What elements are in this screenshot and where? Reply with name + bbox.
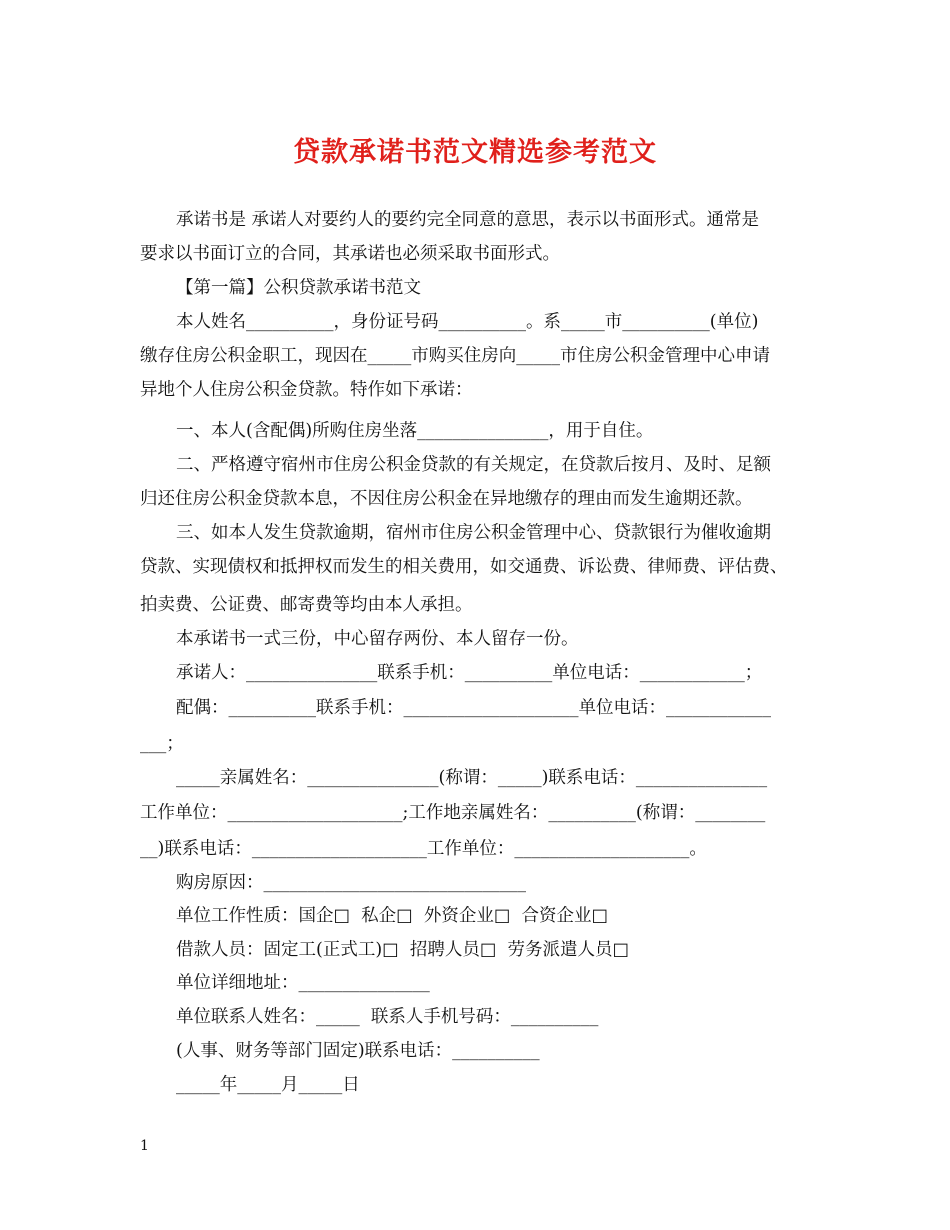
promiser-line: 承诺人：_______________联系手机：__________单位电话：____________； [176, 663, 763, 683]
promise-item-1: 一、本人(含配偶)所购住房坐落_______________，用于自住。 [176, 421, 654, 441]
unit-contact: 单位联系人姓名：_____ 联系人手机号码：__________ [176, 1007, 599, 1027]
promise-item-3-cont: 拍卖费、公证费、邮寄费等均由本人承担。 [140, 595, 473, 615]
spouse-line: 配偶：__________联系手机：____________________单位电话：____________ [176, 698, 771, 718]
promise-item-3-cont: 贷款、实现债权和抵押权而发生的相关费用，如交通费、诉讼费、律师费、评估费、 [140, 557, 788, 577]
paragraph-line: 异地个人住房公积金贷款。特作如下承诺： [140, 380, 473, 400]
copies-note: 本承诺书一式三份，中心留存两份、本人留存一份。 [176, 629, 579, 649]
relative-line-cont: 工作单位：____________________;工作地亲属姓名：__________(称谓：________ [140, 803, 766, 823]
borrower-type: 借款人员：固定工(正式工)□ 招聘人员□ 劳务派遣人员□ [176, 940, 630, 960]
spouse-line-cont: ___； [140, 734, 184, 754]
date-line: _____年_____月_____日 [176, 1075, 360, 1095]
promise-item-2: 二、严格遵守宿州市住房公积金贷款的有关规定，在贷款后按月、及时、足额 [176, 455, 771, 475]
promise-item-2-cont: 归还住房公积金贷款本息，不因住房公积金在异地缴存的理由而发生逾期还款。 [140, 489, 753, 509]
intro-line-2: 要求以书面订立的合同，其承诺也必须采取书面形式。 [140, 244, 560, 264]
unit-address: 单位详细地址：_______________ [176, 973, 430, 993]
section-heading: 【第一篇】公积贷款承诺书范文 [176, 278, 421, 298]
paragraph-line: 缴存住房公积金职工，现因在_____市购买住房向_____市住房公积金管理中心申请 [140, 346, 770, 366]
promise-item-3: 三、如本人发生贷款逾期，宿州市住房公积金管理中心、贷款银行为催收逾期 [176, 523, 771, 543]
intro-line-1: 承诺书是 承诺人对要约人的要约完全同意的意思，表示以书面形式。通常是 [176, 210, 760, 230]
relative-line-cont: __)联系电话：____________________工作单位：____________________。 [140, 839, 707, 859]
page-number: 1 [140, 1138, 149, 1154]
dept-phone: (人事、财务等部门固定)联系电话：__________ [176, 1041, 540, 1061]
paragraph-line: 本人姓名__________，身份证号码__________。系_____市__________(单位) [176, 312, 759, 332]
relative-line: _____亲属姓名：_______________(称谓：_____)联系电话：_______________ [176, 768, 768, 788]
unit-nature: 单位工作性质：国企□ 私企□ 外资企业□ 合资企业□ [176, 906, 609, 926]
document-title: 贷款承诺书范文精选参考范文 [293, 137, 657, 168]
purchase-reason: 购房原因：______________________________ [176, 873, 526, 893]
